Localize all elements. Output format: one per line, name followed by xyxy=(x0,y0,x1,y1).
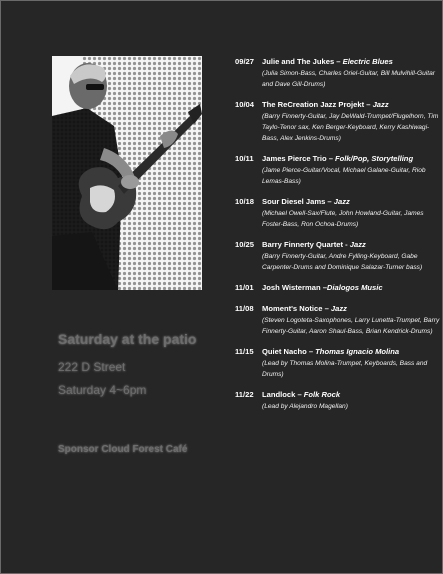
event-series-title: Saturday at the patio xyxy=(58,331,197,347)
event-schedule xyxy=(235,56,440,421)
event-item xyxy=(235,389,440,412)
event-genre: Folk Rock xyxy=(303,390,341,399)
event-act: The ReCreation Jazz Projekt – xyxy=(262,100,373,109)
event-item xyxy=(235,282,440,294)
event-genre: Thomas Ignacio Molina xyxy=(315,347,400,356)
event-item xyxy=(235,99,440,144)
event-act: Landlock – xyxy=(262,390,304,399)
event-genre: Jazz xyxy=(330,304,347,313)
event-genre: Folk/Pop, Storytelling xyxy=(335,154,414,163)
event-date: 11/15 xyxy=(235,347,254,356)
guitarist-photo-icon xyxy=(52,56,202,290)
event-time: Saturday 4~6pm xyxy=(58,383,147,397)
event-lineup: (Steven Logoteta-Saxophones, Larry Lunetta-Trumpet, Barry Finnerty-Guitar, Aaron Shaul-Bass, Brian Kendrick-Drums) xyxy=(262,317,440,335)
event-lineup: (Michael Owell-Sax/Flute, John Howland-Guitar, James Foster-Bass, Ron Ochoa-Drums) xyxy=(262,210,424,228)
event-lineup: (Barry Finnerty-Guitar, Andre Fylling-Keyboard, Gabe Carpenter-Drums and Dominique Salazar-Turner bass) xyxy=(262,253,423,271)
event-act: Sour Diesel Jams – xyxy=(262,197,334,206)
event-date: 11/22 xyxy=(235,390,254,399)
event-genre: Electric Blues xyxy=(342,57,393,66)
event-genre: Dialogos Music xyxy=(326,283,383,292)
event-lineup: (Barry Finnerty-Guitar, Jay DeWald-Trumpet/Flugelhorn, Tim Taylo-Tenor sax, Ken Berger-Keyboard, Kerry Kashiwagi-Bass, Alex Jenkins-Drums) xyxy=(262,113,439,142)
event-item xyxy=(235,196,440,230)
event-genre: Jazz xyxy=(349,240,366,249)
venue-address: 222 D Street xyxy=(58,360,126,374)
event-act: Barry Finnerty Quartet - xyxy=(262,240,350,249)
event-lineup: (Jame Pierce-Guitar/Vocal, Michael Galane-Guitar, Riob Lemas-Bass) xyxy=(262,167,426,185)
guitarist-photo xyxy=(52,56,202,290)
event-lineup: (Lead by Thomas Molina-Trumpet, Keyboards, Bass and Drums) xyxy=(262,360,428,378)
event-date: 10/25 xyxy=(235,240,255,249)
event-date: 11/01 xyxy=(235,283,254,292)
event-date: 10/18 xyxy=(235,197,255,206)
event-item xyxy=(235,239,440,273)
event-item xyxy=(235,153,440,187)
event-date: 10/04 xyxy=(235,100,255,109)
event-item xyxy=(235,346,440,380)
event-date: 11/08 xyxy=(235,304,254,313)
event-act: James Pierce Trio – xyxy=(262,154,336,163)
event-act: Julie and The Jukes – xyxy=(262,57,343,66)
event-act: Josh Wisterman – xyxy=(262,283,327,292)
sponsor-text: Sponsor Cloud Forest Café xyxy=(58,444,188,455)
event-act: Moment's Notice – xyxy=(262,304,331,313)
event-genre: Jazz xyxy=(372,100,389,109)
event-genre: Jazz xyxy=(333,197,350,206)
event-date: 10/11 xyxy=(235,154,254,163)
event-date: 09/27 xyxy=(235,57,255,66)
event-item xyxy=(235,56,440,90)
event-lineup: (Lead by Alejandro Magellan) xyxy=(262,403,348,410)
event-act: Quiet Nacho – xyxy=(262,347,316,356)
event-lineup: (Julia Simon-Bass, Charles Oriel-Guitar, Bill Mulvihill-Guitar and Dave Gill-Drums) xyxy=(262,70,435,88)
event-item xyxy=(235,303,440,337)
